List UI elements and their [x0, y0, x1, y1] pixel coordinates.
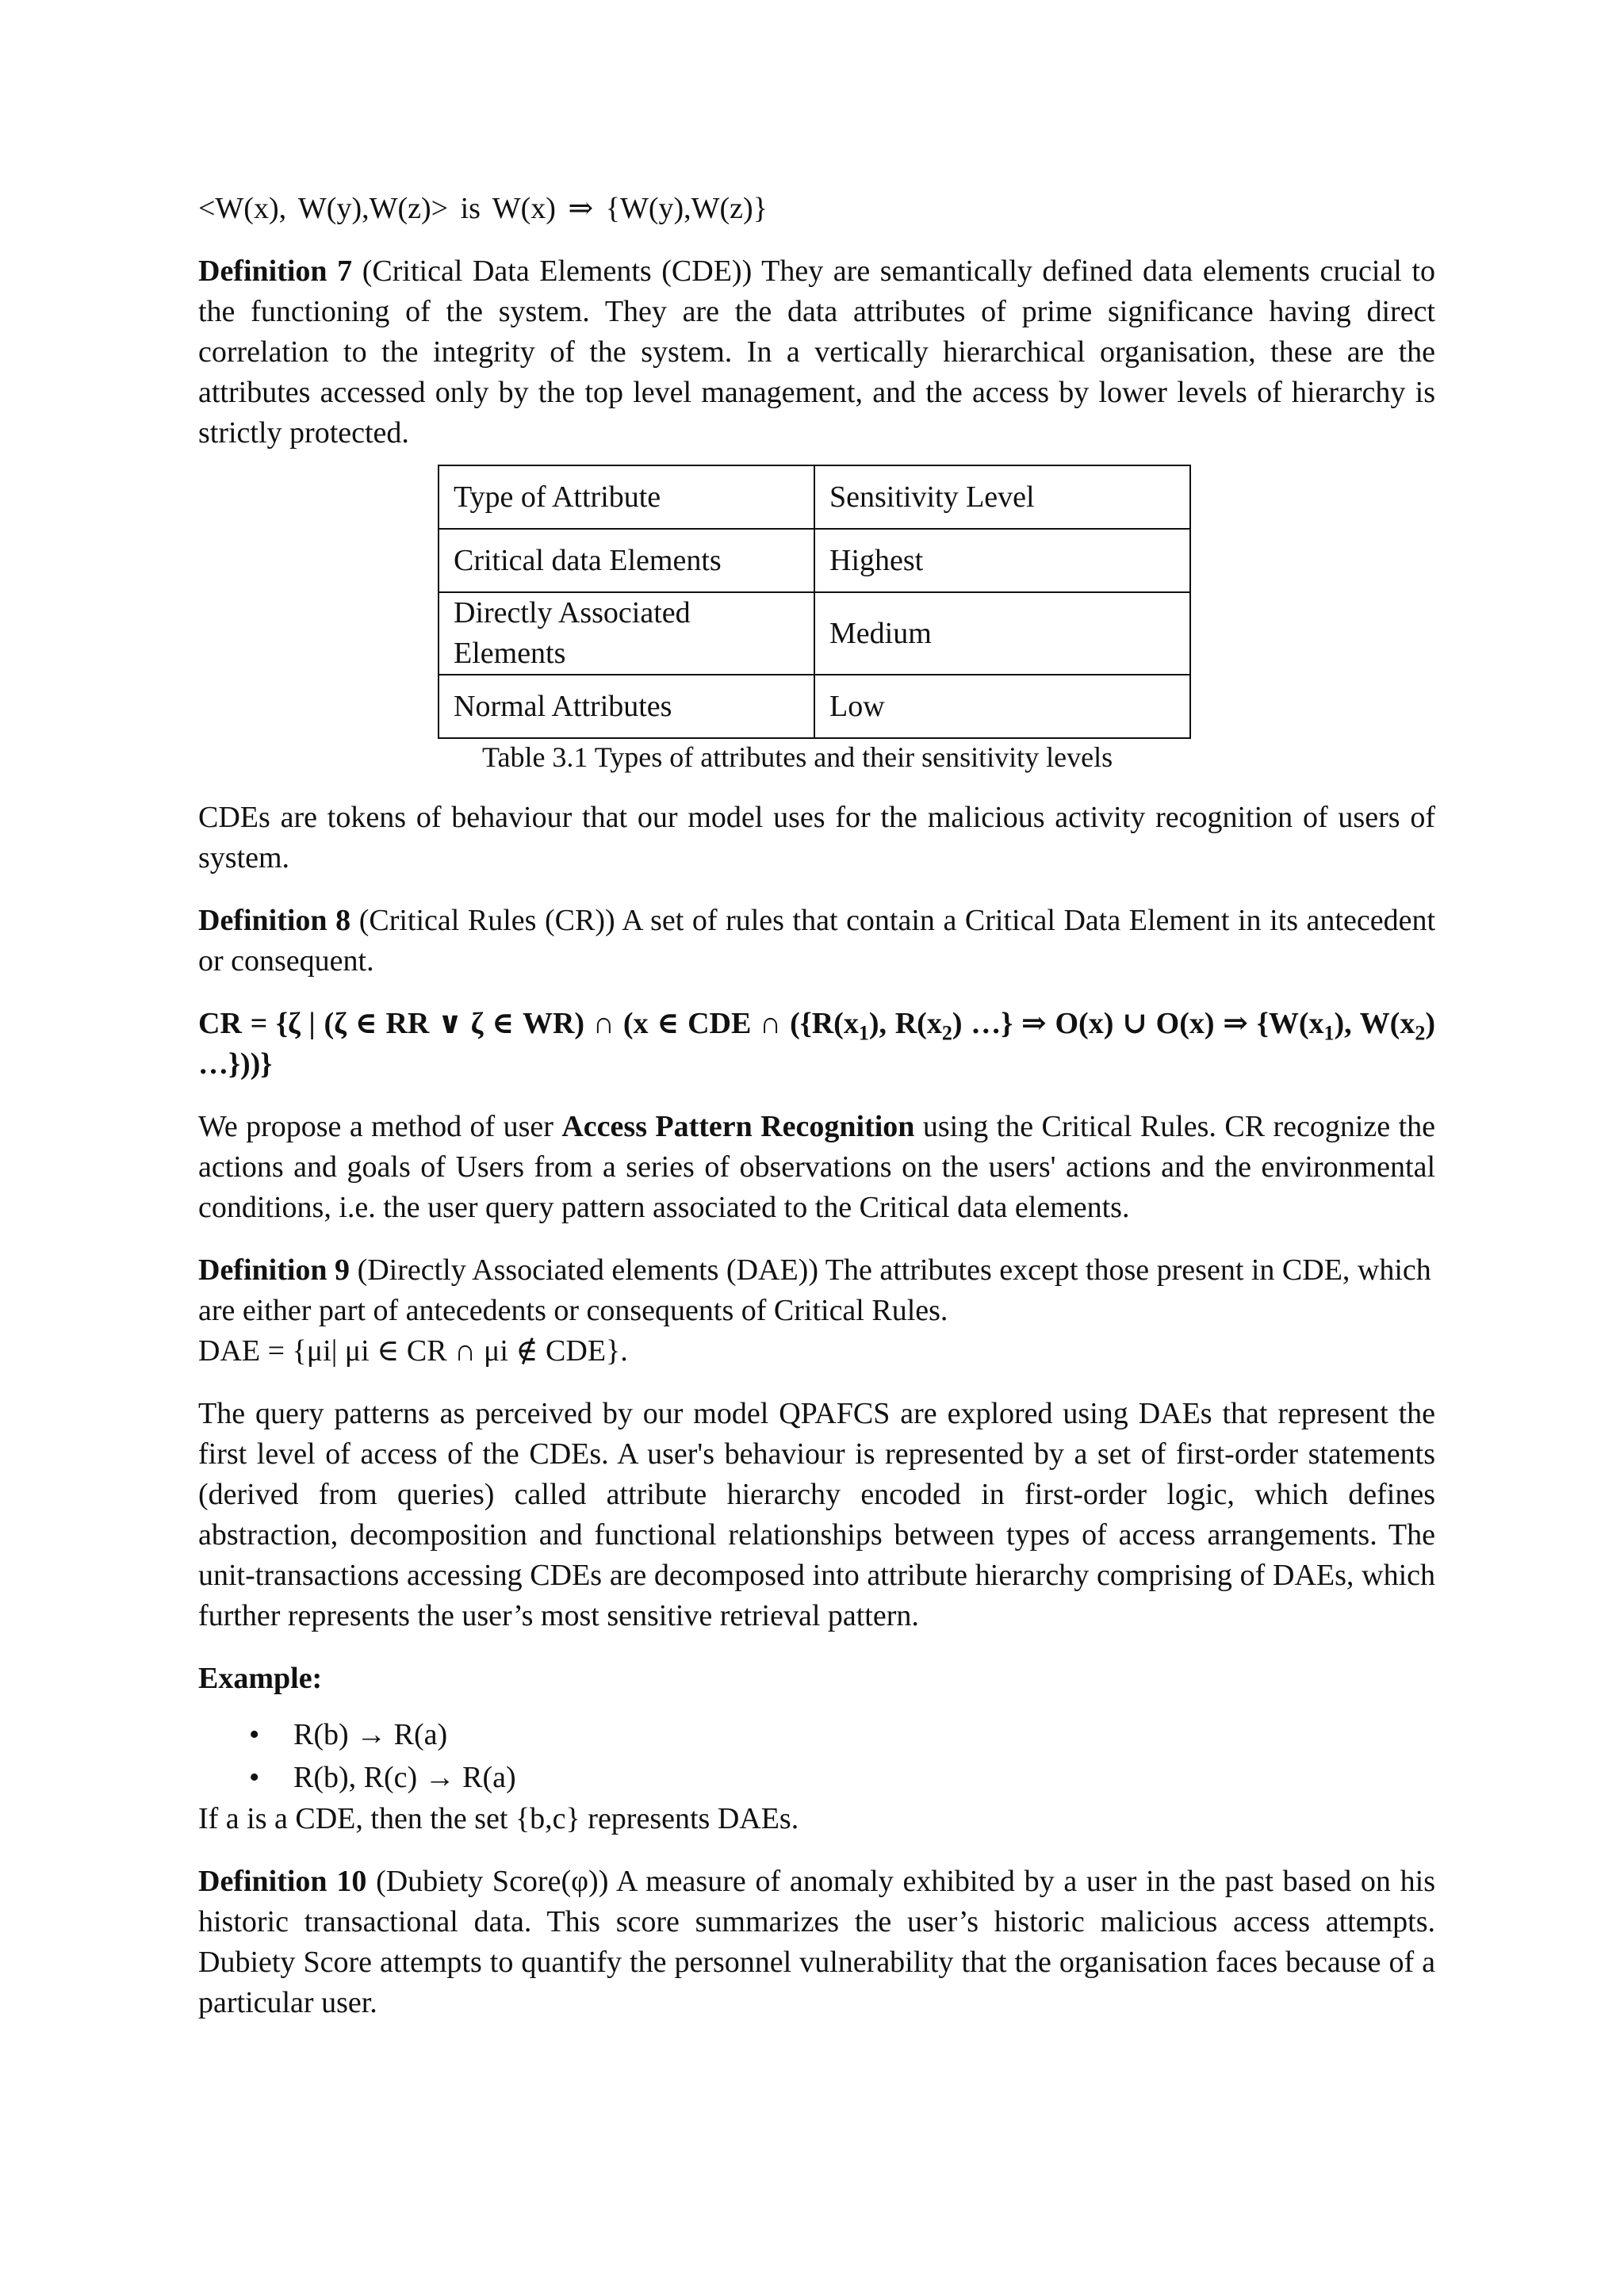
definition-9-label: Definition 9: [198, 1253, 350, 1287]
definition-10-label: Definition 10: [198, 1865, 367, 1898]
bullet-icon: •: [249, 1718, 260, 1751]
list-item: • R(b), R(c) → R(a): [198, 1756, 1435, 1799]
table-cell: Critical data Elements: [439, 529, 814, 592]
write-rule-formula: <W(x), W(y),W(z)> is W(x) ⇒ {W(y),W(z)}: [198, 192, 768, 225]
query-pattern-paragraph: The query patterns as perceived by our model QPAFCS are explored using DAEs that represent the first level of access of the CDEs. A user's behaviour is represented by a set of first-order statements (derived from queries) called attribute hierarchy encoded in first-order logic, which defines abstraction, decomposition and functional relationships between types of access arrangements. The unit-transactions accessing CDEs are decomposed into attribute hierarchy comprising of DAEs, which further represents the user’s most sensitive retrieval pattern.: [198, 1397, 1435, 1632]
table-row: [439, 465, 1190, 529]
table-cell: Low: [814, 675, 1190, 738]
cde-paragraph: CDEs are tokens of behaviour that our model uses for the malicious activity recognition of users of system.: [198, 801, 1435, 874]
example-conclusion: If a is a CDE, then the set {b,c} represents DAEs.: [198, 1802, 799, 1835]
bullet-icon: •: [249, 1761, 260, 1794]
attribute-sensitivity-table: [438, 465, 1191, 739]
definition-8-label: Definition 8: [198, 904, 351, 937]
table-cell: Highest: [814, 529, 1190, 592]
table-cell: Medium: [814, 592, 1190, 675]
definition-10-text: (Dubiety Score(φ)) A measure of anomaly exhibited by a user in the past based on his historic transactional data. This score summarizes the user’s historic malicious access attempts. Dubiety Score attempts to quantify the personnel vulnerability that the organisation faces because of a particular user.: [198, 1865, 1436, 2019]
example-heading: Example:: [198, 1662, 323, 1695]
table-caption: Table 3.1 Types of attributes and their sensitivity levels: [482, 741, 1113, 773]
definition-9: [198, 1250, 1435, 1372]
definition-8-text: (Critical Rules (CR)) A set of rules that contain a Critical Data Element in its antecedent or consequent.: [198, 904, 1435, 978]
definition-10: [198, 1862, 1435, 2023]
table-header-cell: Type of Attribute: [439, 465, 814, 529]
definition-7: [198, 251, 1435, 453]
access-pattern-paragraph: We propose a method of user Access Pattern Recognition using the Critical Rules. CR recognize the actions and goals of Users from a series of observations on the users' actions and the environmental conditions, i.e. the user query pattern associated to the Critical data elements.: [198, 1110, 1435, 1224]
page-content: [198, 189, 1435, 2023]
table-cell: Normal Attributes: [439, 675, 814, 738]
table-row: [439, 529, 1190, 592]
example-list: [198, 1713, 1435, 1799]
access-pattern-term: Access Pattern Recognition: [561, 1110, 915, 1143]
definition-8: [198, 901, 1435, 982]
list-item: • R(b) → R(a): [198, 1713, 1435, 1756]
definition-7-label: Definition 7: [198, 254, 353, 288]
critical-rules-formula: CR = {ζ | (ζ ∈ RR ∨ ζ ∈ WR) ∩ (x ∈ CDE ∩ ({$R(x_1)$, $R(x_2)$ …} ⇒ O(x) ∪ O(x) ⇒ {$W(x_1)$, $W(x_2)$ …}))}: [198, 1007, 1435, 1081]
dae-formula: DAE = {μi| μi ∈ CR ∩ μi ∉ CDE}.: [198, 1334, 628, 1368]
table-header-cell: Sensitivity Level: [814, 465, 1190, 529]
definition-9-text: (Directly Associated elements (DAE)) The attributes except those present in CDE, which are either part of antecedents or consequents of Critical Rules.: [198, 1253, 1431, 1327]
table-row: [439, 592, 1190, 675]
table-row: [439, 675, 1190, 738]
definition-7-text: (Critical Data Elements (CDE)) They are semantically defined data elements crucial to the functioning of the system. They are the data attributes of prime significance having direct correlation to the integrity of the system. In a vertically hierarchical organisation, these are the attributes accessed only by the top level management, and the access by lower levels of hierarchy is strictly protected.: [198, 254, 1435, 450]
table-cell: Directly Associated Elements: [439, 592, 814, 675]
